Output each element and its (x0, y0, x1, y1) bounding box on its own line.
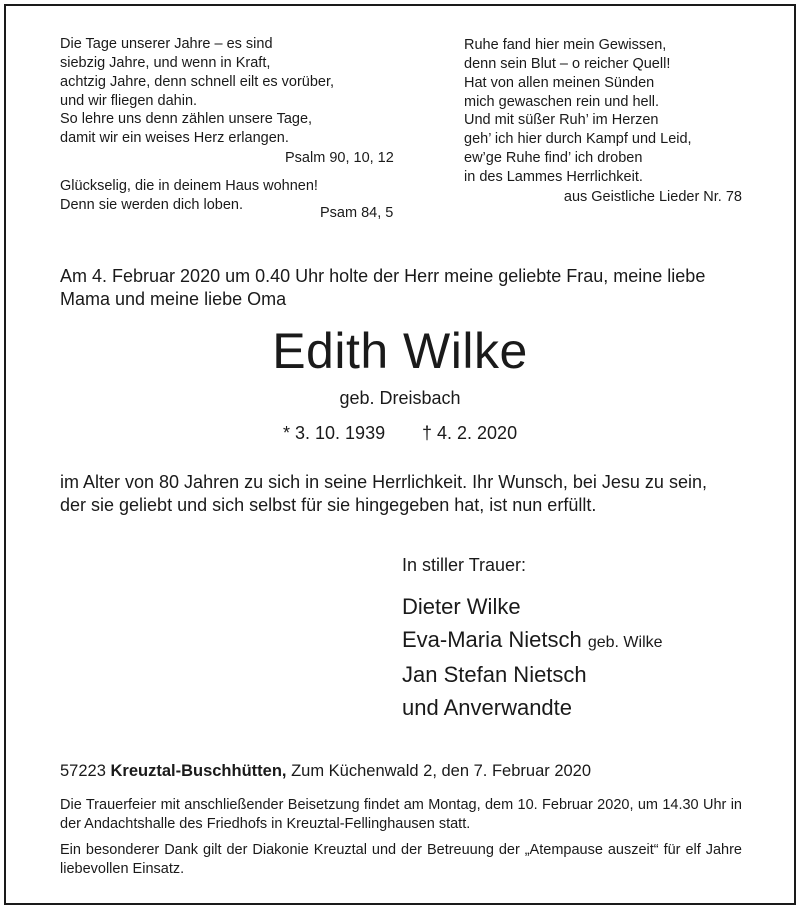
funeral-note: Die Trauerfeier mit anschließender Beisetzung findet am Montag, dem 10. Februar 2020, um 14.30 Uhr in der Andachtshalle des Friedhofs in Kreuztal-Fellinghausen statt. (60, 797, 742, 832)
verse-line: in des Lammes Herrlichkeit. (464, 169, 643, 185)
verse-source-hymn: aus Geistliche Lieder Nr. 78 (563, 189, 742, 205)
verse-line: mich gewaschen rein und hell. (464, 94, 660, 110)
intro-line: Am 4. Februar 2020 um 0.40 Uhr holte der Herr meine geliebte Frau, meine liebe (60, 266, 706, 286)
address-town: Kreuztal-Buschhütten, (110, 762, 287, 780)
right-verse-block-a (464, 36, 670, 112)
verse-line: Glückselig, die in deinem Haus wohnen! (60, 178, 318, 194)
mourner-maiden-name: geb. Wilke (587, 633, 663, 651)
mourner-name (402, 624, 663, 660)
verse-line: Die Tage unserer Jahre – es sind (60, 36, 273, 52)
verse-line: Hat von allen meinen Sünden (464, 75, 655, 91)
mourning-heading: In stiller Trauer: (402, 555, 527, 575)
left-verse-block-a (60, 35, 334, 111)
address-line (60, 762, 591, 781)
left-verse-block-b (60, 110, 312, 148)
body-line: der sie geliebt und sich selbst für sie hingegeben hat, ist nun erfüllt. (60, 495, 597, 515)
mourner-name (402, 591, 663, 624)
verse-line: So lehre uns denn zählen unsere Tage, (60, 111, 313, 127)
verse-line: geh’ ich hier durch Kampf und Leid, (464, 131, 692, 147)
verse-line: Ruhe fand hier mein Gewissen, (464, 37, 667, 53)
right-verse-block-b (464, 111, 692, 187)
left-verse-block-c (60, 177, 318, 215)
verse-line: siebzig Jahre, und wenn in Kraft, (60, 55, 271, 71)
verse-line: und wir fliegen dahin. (60, 93, 198, 109)
intro-line: Mama und meine liebe Oma (60, 289, 287, 309)
verse-line: damit wir ein weises Herz erlangen. (60, 130, 289, 146)
birth-date: * 3. 10. 1939 (283, 423, 386, 443)
address-zip: 57223 (60, 762, 106, 780)
verse-line: achtzig Jahre, denn schnell eilt es vorüber, (60, 74, 335, 90)
mourner-name-text: Jan Stefan Nietsch (402, 662, 587, 687)
maiden-name: geb. Dreisbach (339, 388, 461, 408)
thanks-note: Ein besonderer Dank gilt der Diakonie Kreuztal und der Betreuung der „Atempause auszeit“ für elf Jahre liebevollen Einsatz. (60, 842, 742, 877)
mourner-name (402, 659, 663, 692)
verse-line: denn sein Blut – o reicher Quell! (464, 56, 671, 72)
body-text (60, 471, 707, 517)
mourner-name-text: Eva-Maria Nietsch (402, 626, 582, 652)
body-line: im Alter von 80 Jahren zu sich in seine Herrlichkeit. Ihr Wunsch, bei Jesu zu sein, (60, 472, 707, 492)
deceased-name: Edith Wilke (272, 323, 528, 379)
death-date: † 4. 2. 2020 (422, 423, 518, 443)
mourner-name (402, 692, 663, 725)
verse-line: Und mit süßer Ruh’ im Herzen (464, 112, 659, 128)
intro-text (60, 265, 705, 311)
mourner-name-text: und Anverwandte (402, 694, 573, 720)
mourner-name-text: Dieter Wilke (402, 594, 521, 619)
verse-line: ew’ge Ruhe find’ ich droben (464, 150, 643, 166)
verse-line: Denn sie werden dich loben. (60, 197, 243, 213)
mourner-list (402, 591, 663, 724)
verse-source-psalm-90: Psalm 90, 10, 12 (285, 150, 394, 166)
address-street-date: Zum Küchenwald 2, den 7. Februar 2020 (291, 762, 592, 780)
verse-source-psalm-84: Psam 84, 5 (320, 205, 394, 221)
